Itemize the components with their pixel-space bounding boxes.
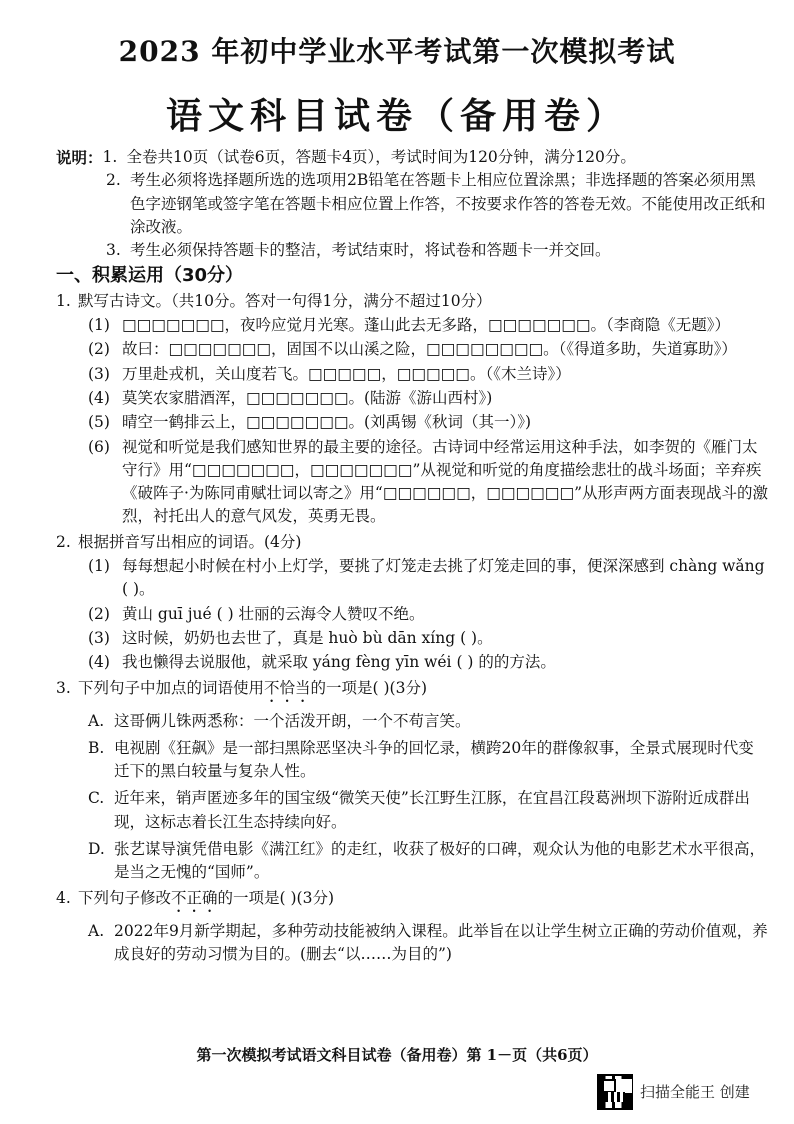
- question-4: 4. 下列句子修改不正确的一项是( )(3分): [56, 888, 335, 907]
- q3-option: B. 电视剧《狂飙》是一部扫黑除恶坚决斗争的回忆录，横跨20年的群像叙事，全景式展现时代变迁下的黑白较量与复杂人性。: [88, 738, 754, 781]
- q2-sub-item: (4) 我也懒得去说服他，就采取 yáng fèng yīn wéi ( ) 的的方法。: [88, 653, 556, 672]
- section-heading: 一、积累运用（30分）: [56, 265, 244, 287]
- instructions-label: 说明：: [56, 148, 103, 167]
- emphasis-text: 不正确: [171, 888, 218, 907]
- q1-sub-item: (5) 晴空一鹤排云上，□□□□□□□。(刘禹锡《秋词（其一）》): [88, 413, 532, 432]
- q1-sub-item: (6) 视觉和听觉是我们感知世界的最主要的途径。古诗词中经常运用这种手法，如李贺的《雁门太守行》用“□□□□□□□，□□□□□□□”从视觉和听觉的角度描绘悲壮的战斗场面；辛弃疾《破阵子·为陈同甫赋壮词以寄之》用“□□□□□□，□□□□□□”从形声两方面表现战斗的激烈，衬托出人的意气风发，英勇无畏。: [88, 437, 769, 526]
- q2-sub-item: (2) 黄山 guī jué ( ) 壮丽的云海令人赞叹不绝。: [88, 604, 425, 623]
- q4-option: A. 2022年9月新学期起，多种劳动技能被纳入课程。此举旨在以让学生树立正确的劳动价值观，养成良好的劳动习惯为目的。(删去“以……为目的”): [88, 921, 768, 963]
- instruction-item: 2. 考生必须将选择题所选的选项用2B铅笔在答题卡上相应位置涂黑；非选择题的答案必须用黑色字迹钢笔或签字笔在答题卡相应位置上作答，不按要求作答的答卷无效。不能使用改正纸和涂改液。: [106, 171, 766, 236]
- instruction-item: 1. 全卷共10页（试卷6页，答题卡4页），考试时间为120分钟，满分120分。: [102, 148, 636, 166]
- q3-option: C. 近年来，销声匿迹多年的国宝级“微笑天使”长江野生江豚，在宜昌江段葛洲坝下游附近成群出现，这标志着长江生态持续向好。: [88, 789, 750, 831]
- exam-subtitle: 语文科目试卷（备用卷）: [165, 95, 628, 137]
- page-footer: 第一次模拟考试语文科目试卷（备用卷）第 1－页（共6页）: [196, 1046, 598, 1064]
- q2-sub-item: (1) 每每想起小时候在村小上灯学，要挑了灯笼走去挑了灯笼走回的事，便深深感到 chàng wǎng ( )。: [88, 557, 765, 599]
- q2-sub-item: (3) 这时候，奶奶也去世了，真是 huò bù dān xíng ( )。: [88, 628, 493, 647]
- question-2: 2. 根据拼音写出相应的词语。(4分): [56, 532, 302, 551]
- q3-option: D. 张艺谋导演凭借电影《满江红》的走红，收获了极好的口碑，观众认为他的电影艺术水平很高，是当之无愧的“国师”。: [88, 840, 766, 882]
- scanner-watermark: 扫描全能王 创建: [640, 1083, 750, 1101]
- exam-body: [56, 146, 768, 966]
- q1-sub-item: (4) 莫笑农家腊酒浑，□□□□□□□。(陆游《游山西村》): [88, 388, 493, 407]
- q3-option: A. 这哥俩儿铢两悉称：一个活泼开朗，一个不苟言笑。: [88, 711, 471, 730]
- q1-sub-item: (1) □□□□□□□，夜吟应觉月光寒。蓬山此去无多路，□□□□□□□。（李商隐《无题》）: [88, 316, 731, 335]
- instructions: [56, 146, 768, 169]
- q1-sub-item: (2) 故曰：□□□□□□□，固国不以山溪之险，□□□□□□□□。（《得道多助，失道寡助》）: [88, 340, 737, 359]
- q1-sub-item: (3) 万里赴戎机，关山度若飞。□□□□□，□□□□□。（《木兰诗》）: [88, 364, 571, 383]
- emphasis-text: 不恰当: [264, 678, 311, 697]
- exam-title: 2023 年初中学业水平考试第一次模拟考试: [118, 35, 676, 68]
- question-3: 3. 下列句子中加点的词语使用不恰当的一项是( )(3分): [56, 678, 428, 697]
- qr-code-icon: [597, 1074, 633, 1110]
- instruction-item: 3. 考生必须保持答题卡的整洁，考试结束时，将试卷和答题卡一并交回。: [106, 241, 611, 260]
- question-1: 1. 默写古诗文。（共10分。答对一句得1分，满分不超过10分）: [56, 291, 492, 310]
